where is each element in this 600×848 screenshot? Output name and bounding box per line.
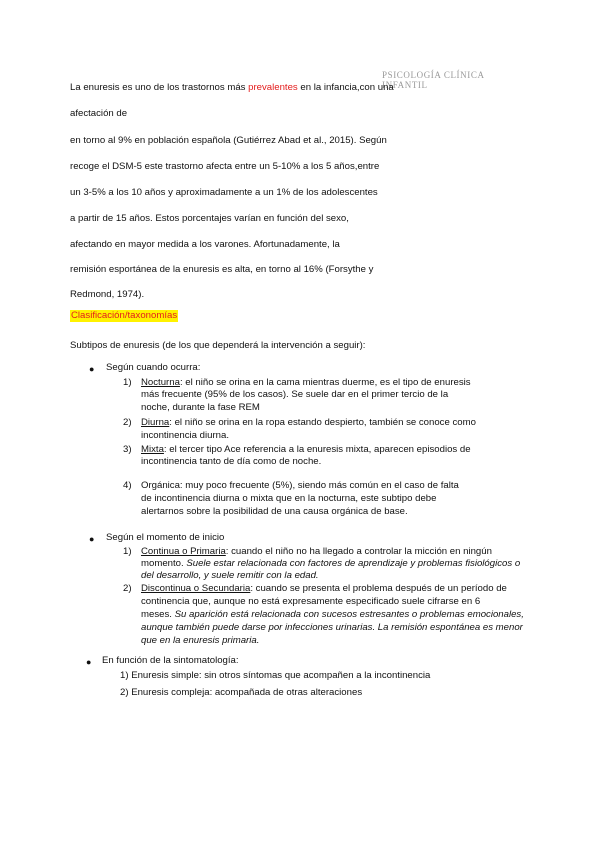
intro-line-6: a partir de 15 años. Estos porcentajes varían en función del sexo,	[70, 213, 349, 224]
intro-line-8: remisión esportánea de la enuresis es alta, en torno al 16% (Forsythe y	[70, 264, 374, 275]
intro-line-1	[70, 82, 394, 94]
group1-item3-num: 3)	[123, 444, 132, 455]
group2-item1-line1	[141, 546, 492, 558]
item-text: meses.	[141, 609, 175, 620]
group1-item3-line1	[141, 444, 471, 456]
group2-item1-line2	[141, 558, 520, 570]
intro-line-2: afectación de	[70, 108, 128, 119]
term-mixta: Mixta	[141, 444, 164, 455]
group2-item2-line5: que en la enuresis primaria.	[141, 635, 260, 646]
highlight-word: prevalentes	[248, 82, 298, 93]
group3-title: En función de la sintomatología:	[102, 655, 239, 666]
intro-line-4: recoge el DSM-5 este trastorno afecta entre un 5-10% a los 5 años,entre	[70, 161, 380, 172]
term-nocturna: Nocturna	[141, 377, 180, 388]
group1-item1-line1	[141, 377, 471, 389]
group1-item1-line2: más frecuente (95% de los casos). Se suele dar en el primer tercio de la	[141, 389, 449, 400]
group1-item4-line3: alertarnos sobre la posibilidad de una causa orgánica de base.	[141, 506, 408, 517]
group2-item2-line3	[141, 609, 524, 621]
group2-item2-line2: continencia que, aunque no está expresamente especificado suele cifrarse en 6	[141, 596, 481, 607]
item-text: : cuando el niño no ha llegado a controlar la micción en ningún	[225, 546, 492, 557]
intro-text: La enuresis es uno de los trastornos más	[70, 82, 249, 93]
section-heading: Clasificación/taxonomías	[71, 310, 178, 321]
header-tag	[382, 70, 512, 90]
intro-line-5: un 3-5% a los 10 años y aproximadamente a un 1% de los adolescentes	[70, 187, 378, 198]
group1-item2-line1	[141, 417, 476, 429]
group3-item2: 2) Enuresis compleja: acompañada de otras alteraciones	[120, 687, 363, 698]
intro-line-3: en torno al 9% en población española (Gutiérrez Abad et al., 2015). Según	[70, 135, 387, 146]
group1-item4-num: 4)	[123, 480, 132, 491]
group1-item2-num: 2)	[123, 417, 132, 428]
term-diurna: Diurna	[141, 417, 170, 428]
group2-item2-num: 2)	[123, 583, 132, 594]
item-italic-text: Su aparición está relacionada con sucesos estresantes o problemas emocionales,	[174, 609, 524, 620]
group1-item4-line1: Orgánica: muy poco frecuente (5%), siendo más común en el caso de falta	[141, 480, 459, 491]
term-secundaria: Discontinua o Secundaria	[141, 583, 251, 594]
intro-line-9: Redmond, 1974).	[70, 289, 145, 300]
intro-line-7: afectando en mayor medida a los varones. Afortunadamente, la	[70, 239, 340, 250]
item-text: : el niño se orina en la ropa estando despierto, también se conoce como	[169, 417, 476, 428]
group2-item1-line3: del desarrollo, y suele remitir con la edad.	[141, 570, 319, 581]
group2-item1-num: 1)	[123, 546, 132, 557]
group2-item2-line4: aunque también puede darse por infecciones urinarias. La remisión espontánea es menor	[141, 622, 523, 633]
bullet-icon: ●	[89, 364, 95, 374]
intro-text: en la infancia,con una	[297, 82, 394, 93]
item-text: : cuando se presenta el problema después de un período de	[250, 583, 507, 594]
group3-item1: 1) Enuresis simple: sin otros síntomas que acompañen a la incontinencia	[120, 670, 431, 681]
group1-item2-line2: incontinencia diurna.	[141, 430, 230, 441]
bullet-icon: ●	[86, 657, 92, 667]
header-tag-line2: INFANTIL	[382, 80, 428, 90]
term-primaria: Continua o Primaria	[141, 546, 226, 557]
item-italic-text: Suele estar relacionada con factores de aprendizaje y problemas fisiológicos o	[186, 558, 521, 569]
item-text: : el tercer tipo Ace referencia a la enuresis mixta, aparecen episodios de	[163, 444, 471, 455]
subtypes-intro: Subtipos de enuresis (de los que dependerá la intervención a seguir):	[70, 340, 366, 351]
group2-item2-line1	[141, 583, 507, 595]
group1-item1-line3: noche, durante la fase REM	[141, 402, 260, 413]
group1-item1-num: 1)	[123, 377, 132, 388]
bullet-icon: ●	[89, 534, 95, 544]
group1-item4-line2: de incontinencia diurna o mixta que en la nocturna, este subtipo debe	[141, 493, 437, 504]
header-tag-line1: PSICOLOGÍA CLÍNICA	[382, 70, 485, 80]
group1-title: Según cuando ocurra:	[106, 362, 201, 373]
item-text: : el niño se orina en la cama mientras duerme, es el tipo de enuresis	[179, 377, 471, 388]
group1-item3-line2: incontinencia tanto de día como de noche.	[141, 456, 322, 467]
group2-title: Según el momento de inicio	[106, 532, 225, 543]
item-text: momento.	[141, 558, 187, 569]
